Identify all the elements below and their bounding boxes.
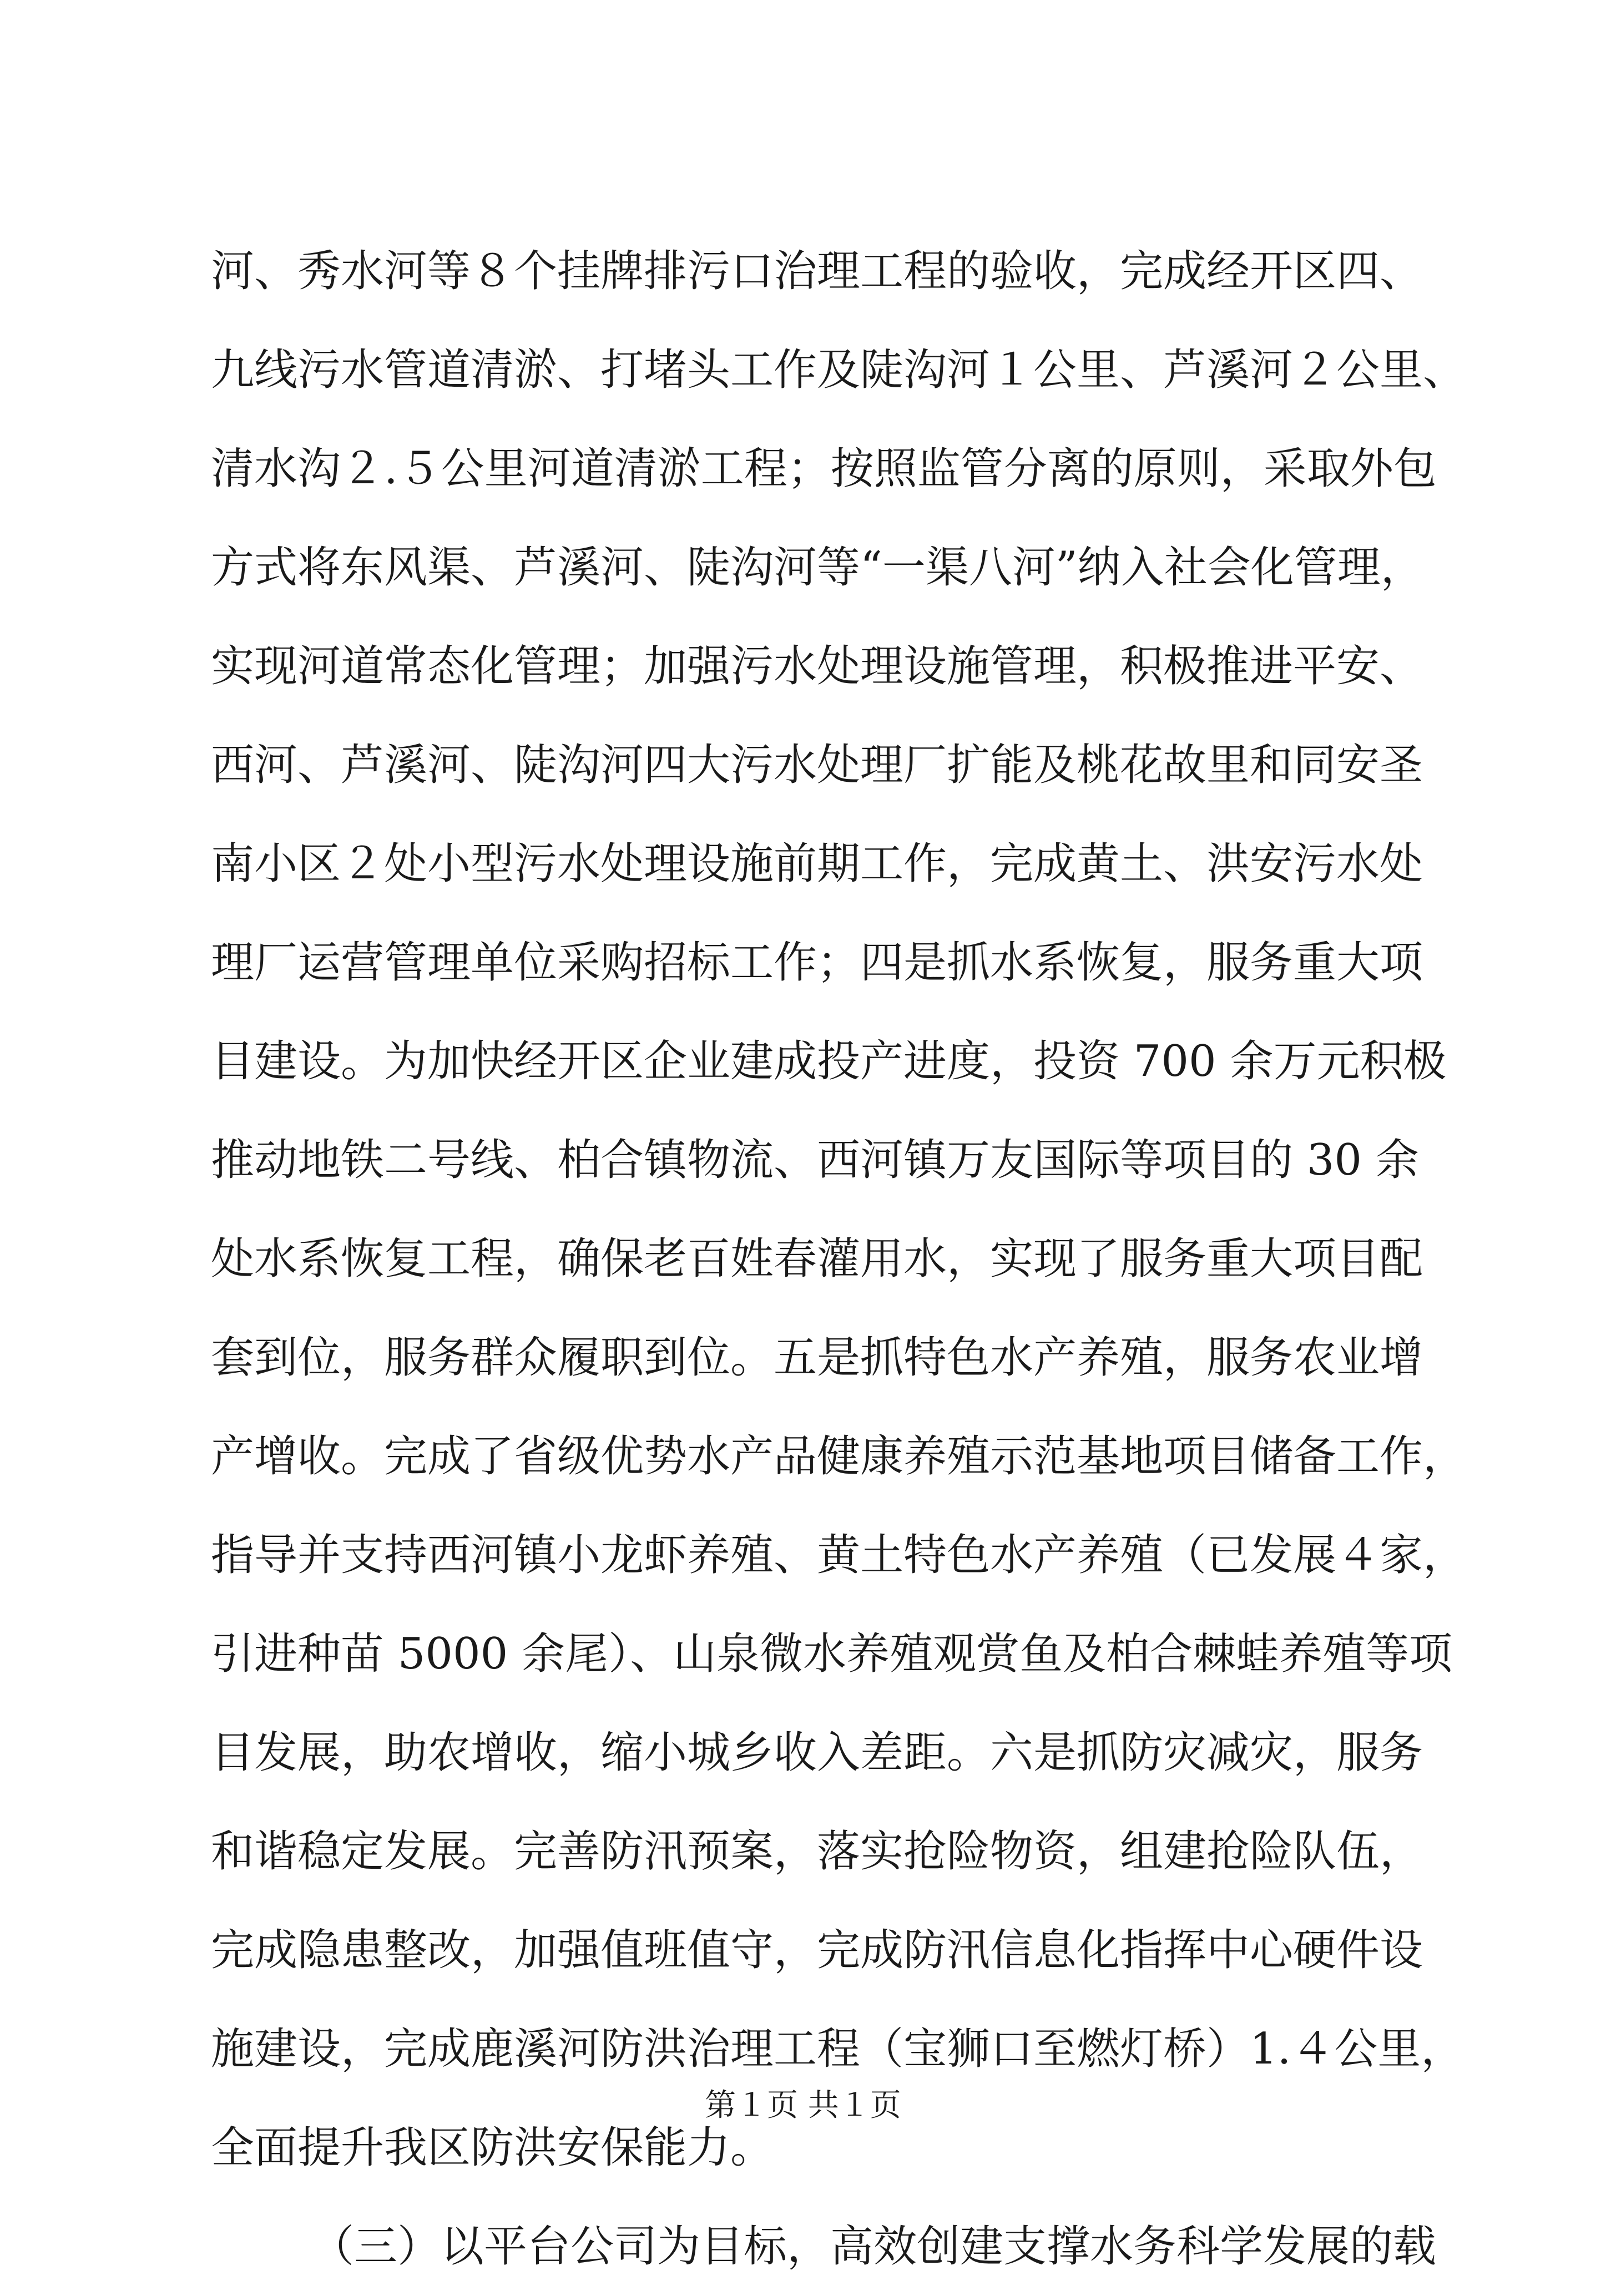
text-line: 清水沟２.５公里河道清淤工程；按照监管分离的原则，采取外包 bbox=[211, 444, 1437, 494]
text-line: 目发展，助农增收，缩小城乡收入差距。六是抓防灾减灾，服务 bbox=[211, 1728, 1423, 1778]
text-line: 引进种苗 5000 余尾）、山泉微水养殖观赏鱼及柏合棘蛙养殖等项 bbox=[211, 1629, 1453, 1679]
text-line: 实现河道常态化管理；加强污水处理设施管理，积极推进平安、 bbox=[211, 641, 1423, 691]
text-line: 施建设，完成鹿溪河防洪治理工程（宝狮口至燃灯桥）1.４公里， bbox=[211, 2024, 1464, 2074]
section-heading-line: （三）以平台公司为目标，高效创建支撑水务科学发展的载 bbox=[311, 2222, 1437, 2272]
text-line: 河、秀水河等８个挂牌排污口治理工程的验收，完成经开区四、 bbox=[211, 246, 1423, 296]
text-line: 产增收。完成了省级优势水产品健康养殖示范基地项目储备工作， bbox=[211, 1432, 1467, 1481]
text-line: 方式将东风渠、芦溪河、陡沟河等“一渠八河”纳入社会化管理， bbox=[211, 543, 1424, 593]
page-footer: 第１页 共１页 bbox=[705, 2087, 901, 2123]
text-line: 套到位，服务群众履职到位。五是抓特色水产养殖，服务农业增 bbox=[211, 1333, 1423, 1383]
paragraph-end-line: 全面提升我区防洪安保能力。 bbox=[211, 2123, 774, 2173]
text-line: 处水系恢复工程，确保老百姓春灌用水，实现了服务重大项目配 bbox=[211, 1234, 1423, 1284]
text-line: 和谐稳定发展。完善防汛预案，落实抢险物资，组建抢险队伍， bbox=[211, 1827, 1423, 1877]
text-line: 推动地铁二号线、柏合镇物流、西河镇万友国际等项目的 30 余 bbox=[211, 1135, 1419, 1185]
text-line: 目建设。为加快经开区企业建成投产进度，投资 700 余万元积极 bbox=[211, 1036, 1447, 1086]
text-line: 理厂运营管理单位采购招标工作；四是抓水系恢复，服务重大项 bbox=[211, 938, 1423, 988]
text-line: 南小区２处小型污水处理设施前期工作，完成黄土、洪安污水处 bbox=[211, 839, 1423, 889]
text-line: 指导并支持西河镇小龙虾养殖、黄土特色水产养殖（已发展４家， bbox=[211, 1530, 1467, 1580]
body-text bbox=[211, 222, 1467, 2296]
text-line: 西河、芦溪河、陡沟河四大污水处理厂扩能及桃花故里和同安圣 bbox=[211, 740, 1423, 790]
text-line: 完成隐患整改，加强值班值守，完成防汛信息化指挥中心硬件设 bbox=[211, 1925, 1423, 1975]
text-line: 九线污水管道清淤、打堵头工作及陡沟河１公里、芦溪河２公里、 bbox=[211, 345, 1467, 395]
